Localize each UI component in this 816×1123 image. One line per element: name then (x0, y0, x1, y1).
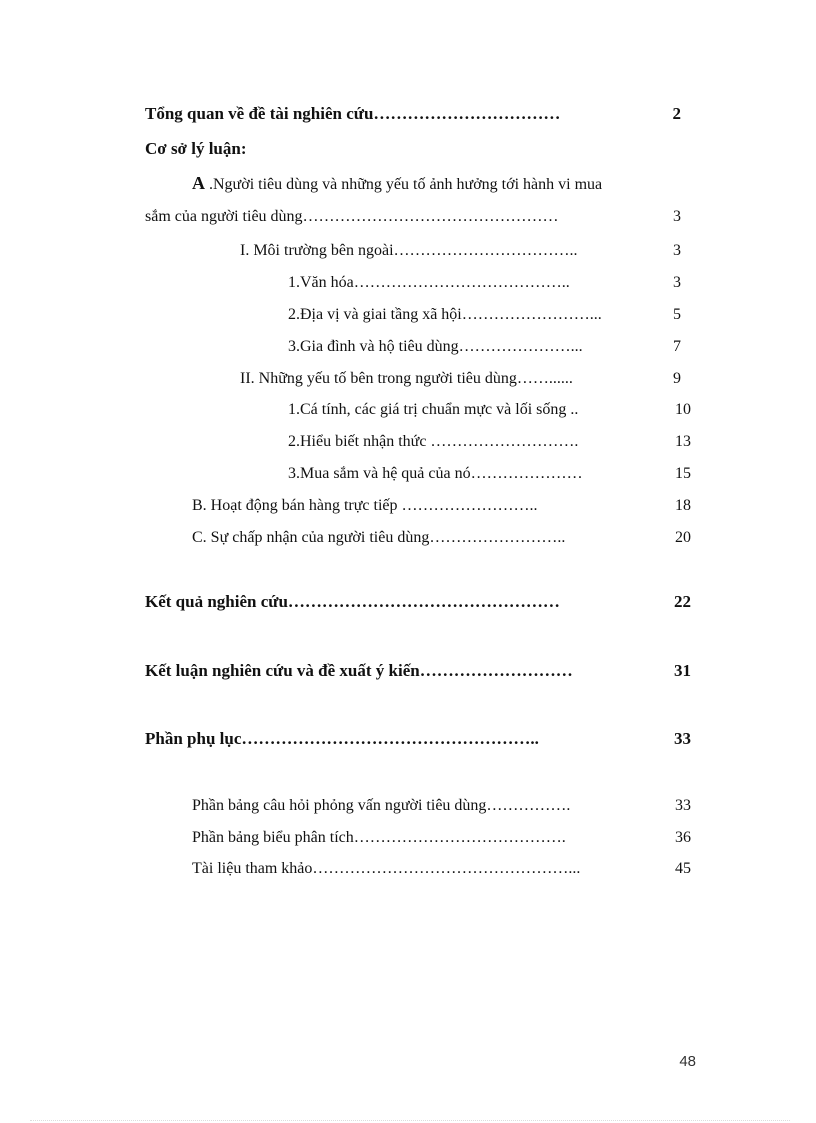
toc-entry-text: 3.Gia đình và hộ tiêu dùng…………………... (288, 338, 583, 355)
toc-entry-purchase (288, 464, 583, 484)
toc-entry-personality (288, 400, 578, 420)
toc-entry-page: 18 (675, 497, 691, 514)
toc-entry-text: Tổng quan về đề tài nghiên cứu…………………………… (145, 104, 561, 123)
toc-entry-page: 3 (673, 208, 681, 225)
toc-entry-perception (288, 432, 578, 452)
toc-entry-page: 33 (675, 797, 691, 814)
toc-entry-internal-factors (240, 369, 573, 389)
toc-entry-text: sắm của người tiêu dùng………………………………………… (145, 208, 559, 225)
toc-entry-acceptance (192, 528, 565, 548)
toc-entry-page: 45 (675, 860, 691, 877)
toc-entry-page: 5 (673, 306, 681, 323)
toc-entry-appendix (145, 729, 539, 749)
toc-entry-overview (145, 104, 560, 124)
toc-entry-direct-sales (192, 496, 538, 516)
toc-heading-theory (145, 139, 247, 159)
toc-entry-analysis-tables (192, 828, 566, 848)
toc-entry-text: 2.Địa vị và giai tầng xã hội……………………... (288, 306, 602, 323)
toc-entry-text: Kết quả nghiên cứu………………………………………… (145, 592, 560, 611)
toc-entry-page: 9 (673, 370, 681, 387)
toc-entry-page: 36 (675, 829, 691, 846)
toc-entry-text: .Người tiêu dùng và những yếu tố ảnh hưởng tới hành vi mua (209, 176, 603, 193)
toc-entry-text: II. Những yếu tố bên trong người tiêu dùng……...... (240, 370, 573, 387)
toc-entry-text: Cơ sở lý luận: (145, 139, 247, 158)
toc-entry-page: 10 (675, 401, 691, 418)
toc-entry-conclusion (145, 661, 573, 681)
toc-entry-text: 2.Hiểu biết nhận thức ………………………. (288, 433, 579, 450)
toc-entry-page: 22 (674, 592, 691, 611)
toc-entry-consumer-factors (192, 173, 602, 195)
toc-entry-text: Kết luận nghiên cứu và đề xuất ý kiến……………………… (145, 661, 573, 680)
toc-entry-text: Phần bảng biểu phân tích…………………………………. (192, 829, 566, 846)
toc-entry-culture (288, 273, 570, 293)
toc-entry-text: C. Sự chấp nhận của người tiêu dùng…………………….. (192, 529, 566, 546)
toc-entry-page: 3 (673, 274, 681, 291)
toc-entry-text: Tài liệu tham khảo…………………………………………... (192, 860, 581, 877)
toc-entry-results (145, 592, 560, 612)
toc-entry-family (288, 337, 583, 357)
toc-entry-references (192, 859, 580, 879)
section-marker: A (192, 173, 205, 193)
toc-entry-page: 20 (675, 529, 691, 546)
toc-entry-page: 33 (674, 729, 691, 748)
page-bottom-divider (30, 1120, 790, 1121)
toc-entry-consumer-factors-cont (145, 207, 559, 227)
toc-entry-text: 3.Mua sắm và hệ quả của nó………………… (288, 465, 583, 482)
toc-entry-page: 13 (675, 433, 691, 450)
toc-entry-page: 2 (672, 104, 681, 123)
toc-entry-text: Phần phụ lục…………………………………………….. (145, 729, 539, 748)
page-number: 48 (679, 1053, 696, 1070)
toc-entry-text: Phần bảng câu hỏi phỏng vấn người tiêu dùng……………. (192, 797, 571, 814)
toc-entry-text: 1.Cá tính, các giá trị chuẩn mực và lối sống .. (288, 401, 579, 418)
toc-entry-external-env (240, 241, 578, 261)
toc-entry-text: I. Môi trường bên ngoài…………………………….. (240, 242, 578, 259)
toc-entry-questionnaire (192, 796, 570, 816)
toc-entry-page: 7 (673, 338, 681, 355)
toc-entry-page: 3 (673, 242, 681, 259)
toc-entry-page: 15 (675, 465, 691, 482)
toc-entry-text: 1.Văn hóa………………………………….. (288, 274, 570, 291)
toc-entry-page: 31 (674, 661, 691, 680)
toc-entry-social-status (288, 305, 602, 325)
toc-entry-text: B. Hoạt động bán hàng trực tiếp …………………….. (192, 497, 538, 514)
